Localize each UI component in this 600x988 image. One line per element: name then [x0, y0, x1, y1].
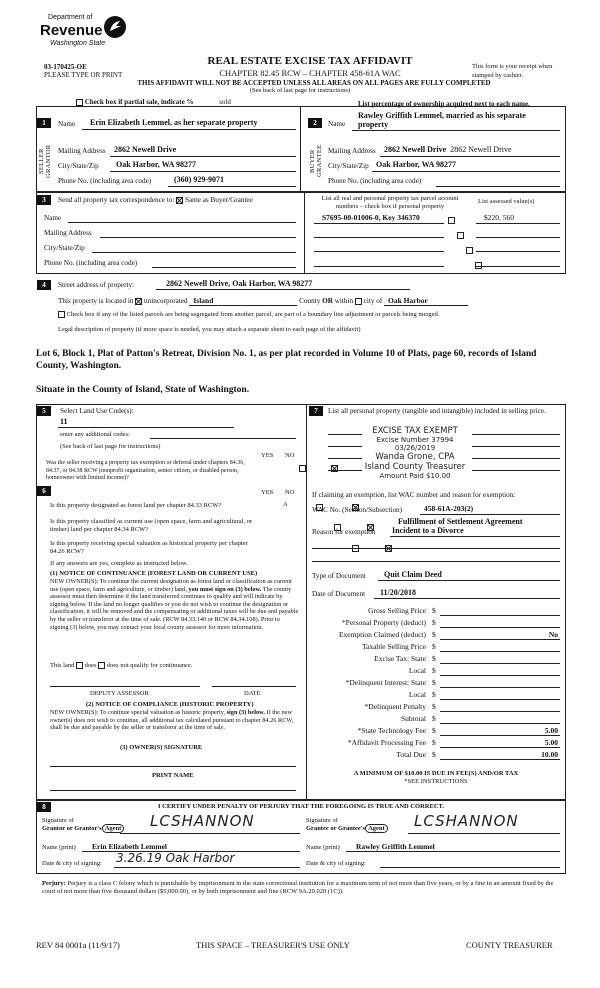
assessed-line-4	[476, 266, 560, 267]
tax-row	[312, 690, 562, 702]
sec5-yes-checkbox[interactable]	[299, 465, 306, 472]
reason-line-1: Fulfillment of Settlement Agreement	[398, 517, 523, 526]
reason-label: Reason for exemption	[312, 528, 376, 536]
tax-row-dollar: $	[432, 630, 436, 639]
sec5-no: NO	[285, 452, 295, 459]
tax-row	[312, 618, 562, 630]
tax-row-value: No	[440, 630, 560, 640]
tax-row	[312, 738, 562, 750]
sec3-city-label: City/State/Zip	[44, 244, 85, 252]
unincorporated-checkbox[interactable]	[135, 298, 142, 305]
owner-signature-label: (3) OWNER(S) SIGNATURE	[120, 744, 203, 751]
chapter-line: CHAPTER 82.45 RCW – CHAPTER 458-61A WAC	[219, 68, 401, 78]
tax-row-value	[440, 666, 560, 676]
tax-row-label: Excise Tax: State	[374, 654, 426, 663]
buyer-name-line1: Rawley Griffith Lemmel, married as his separate	[358, 111, 526, 120]
tax-row-dollar: $	[432, 714, 436, 723]
land-use-code: 11	[58, 417, 234, 428]
tax-row-dollar: $	[432, 678, 436, 687]
partial-sale-label: Check box if partial sale, indicate %	[84, 98, 194, 106]
stamp-line-1: EXCISE TAX EXEMPT	[372, 426, 458, 436]
tax-row	[312, 702, 562, 714]
sec3-phone-label: Phone No. (including area code)	[44, 259, 138, 267]
sec3-name-line	[68, 222, 296, 223]
grantee-date-field[interactable]	[380, 855, 560, 868]
street-label: Street address of property:	[58, 281, 135, 289]
seller-name-value: Erin Elizabeth Lemmel, as her separate property	[82, 118, 296, 130]
sec5-question: Was the seller receiving a property tax exemption or deferral under chapters 84.36, 84.37, or 84.38 RCW (nonprofit organization, senior citizen, or disabled person, homeowner with limited income)?	[46, 460, 245, 481]
tax-row-value	[440, 642, 560, 652]
footer-treasurer: COUNTY TREASURER	[466, 940, 553, 950]
sec6-q1-mark: A	[283, 501, 288, 508]
city-of-label: city of	[363, 297, 383, 305]
reason-line-2: Incident to a Divorce	[390, 526, 560, 537]
parcel-2-checkbox[interactable]	[457, 232, 464, 239]
additional-codes-label: enter any additional codes:	[60, 431, 130, 438]
parcel-line-2	[314, 237, 444, 238]
print-name-line	[50, 790, 296, 791]
buyer-address-second: 2862 Newell Drive	[450, 145, 512, 154]
assessed-header: List assessed value(s)	[478, 198, 535, 205]
city-checkbox[interactable]	[355, 298, 362, 305]
seller-phone-label: Phone No. (including area code)	[58, 177, 152, 185]
stamp-line-3: 03/26/2019	[394, 444, 436, 452]
doc-date-label: Date of Document	[312, 590, 366, 598]
grantor-sig-line1: Signature of	[42, 817, 74, 824]
parcel-number-1: S7695-00-01006-0, Key 346370	[314, 213, 444, 224]
tax-row-dollar: $	[432, 606, 436, 615]
logo-revenue: Revenue	[40, 22, 103, 39]
section-1-number: 1	[37, 118, 51, 128]
see-back-5: (See back of last page for instructions)	[60, 443, 161, 450]
within-label: within	[334, 297, 354, 305]
sec3-name-label: Name	[44, 214, 62, 222]
reason-extra-line-2	[312, 561, 560, 562]
logo-emblem-icon	[102, 14, 128, 40]
does-not-label: does not qualify for continuance.	[106, 662, 193, 669]
buyer-address-typed: 2862 Newell Drive	[384, 145, 447, 154]
parcel-header: List all real and personal property tax parcel account numbers – check box if personal property	[321, 195, 459, 210]
or-label: OR	[322, 297, 333, 305]
grantee-sig-line2	[306, 825, 388, 833]
parcel-line-3	[314, 251, 444, 252]
tax-row-label: *Affidavit Processing Fee	[347, 738, 426, 747]
section-2-number: 2	[308, 118, 322, 128]
additional-codes-line	[150, 438, 296, 439]
section-6-number: 6	[37, 486, 51, 496]
tax-row	[312, 606, 562, 618]
ownership-note: List percentage of ownership acquired next to each name.	[358, 100, 530, 108]
wac-value: 458-61A-203(2)	[420, 504, 560, 515]
notice1-b: you must sign on (3) below.	[188, 585, 262, 593]
doc-type-value: Quit Claim Deed	[378, 570, 560, 581]
tax-row-dollar: $	[432, 726, 436, 735]
tax-table	[312, 606, 562, 764]
buyer-name-line2: property	[352, 120, 560, 131]
sec5-yes: YES	[261, 452, 274, 459]
receipt-note: This form is your receipt when stamped by cashier.	[472, 63, 553, 79]
section-7-number: 7	[309, 406, 323, 416]
stamp-line-4: Wanda Grone, CPA	[375, 452, 455, 462]
reason-extra-line-1	[312, 548, 560, 549]
grantee-sig-text: Grantee or Grantee's	[306, 825, 366, 832]
sec3-mail-line	[100, 237, 296, 238]
see-instructions: *SEE INSTRUCTIONS	[404, 778, 468, 785]
buyer-phone-line	[436, 175, 560, 187]
sec6-q1: Is this property designated as forest land per chapter 84.33 RCW?	[50, 502, 222, 509]
stamp-line-6: Amount Paid $10.00	[379, 472, 451, 480]
does-not-checkbox[interactable]	[98, 662, 105, 669]
segregated-checkbox[interactable]	[58, 311, 65, 318]
tax-row-value	[440, 690, 560, 700]
parcel-line-4	[314, 266, 444, 267]
tax-row	[312, 654, 562, 666]
footer-rev: REV 84 0001a (11/9/17)	[36, 940, 120, 950]
tax-row-value	[440, 654, 560, 664]
tax-row-label: Taxable Selling Price	[361, 642, 426, 651]
grantor-sig-text: Grantor or Grantor's	[42, 825, 102, 832]
city-value: Oak Harbor	[384, 296, 468, 306]
buyer-address-value	[380, 145, 560, 157]
grantor-signature-field[interactable]	[120, 814, 300, 834]
notice1-text	[50, 578, 300, 631]
perjury-bold: Perjury:	[42, 880, 66, 887]
minimum-note: A MINIMUM OF $10.00 IS DUE IN FEE(S) AND/OR TAX	[353, 770, 519, 777]
tax-row-dollar: $	[432, 690, 436, 699]
buyer-city-value: Oak Harbor, WA 98277	[372, 160, 560, 172]
sec3-city-line	[92, 252, 296, 253]
sec6-no: NO	[285, 489, 295, 496]
sec6-q3: Is this property receiving special valuation as historical property per chapter 84.26 RCW?	[50, 540, 248, 555]
grantee-agent-circled: Agent	[365, 824, 388, 833]
tax-row-value	[440, 606, 560, 616]
buyer-side-label: BUYER GRANTEE	[309, 144, 323, 178]
buyer-name-label: Name	[328, 120, 346, 128]
tax-row-dollar: $	[432, 618, 436, 627]
tax-row-label: *State Technology Fee	[357, 726, 426, 735]
grantee-signature-field[interactable]	[408, 814, 560, 834]
tax-row-value	[440, 714, 560, 724]
grantor-date-field[interactable]	[114, 851, 300, 868]
tax-row-value	[440, 678, 560, 688]
grantee-sig-line1: Signature of	[306, 817, 338, 824]
date-line	[212, 686, 296, 687]
sec6-q2: Is this property classified as current use (open space, farm and agricultural, or timber) land per chapter 84.34 RCW?	[50, 518, 253, 533]
same-as-buyer-label: Same as Buyer/Grantee	[184, 196, 253, 204]
seller-city-label: City/State/Zip	[58, 162, 99, 170]
tax-row-label: Local	[408, 690, 426, 699]
sec3-mail-label: Mailing Address	[44, 229, 92, 237]
grantor-date-hw: 3.26.19 Oak Harbor	[116, 851, 235, 865]
buyer-phone-label: Phone No. (including area code)	[328, 177, 422, 185]
parcel-3-checkbox[interactable]	[466, 247, 473, 254]
footer-space: THIS SPACE – TREASURER'S USE ONLY	[196, 940, 350, 950]
tax-row-dollar: $	[432, 642, 436, 651]
send-label: Send all property tax correspondence to:	[58, 196, 175, 204]
county-value: Island	[189, 296, 297, 306]
tax-row-value: 5.00	[440, 738, 560, 748]
notice1-a: NEW OWNER(S): To continue the current designation as forest land or classification as current use (open space, farm and agriculture, or timber) land,	[50, 578, 292, 593]
logo-dept-line: Department of	[48, 14, 93, 21]
legal-description: Lot 6, Block 1, Plat of Patton's Retreat, Division No. 1, as per plat recorded in Volume 10 of Plats, page 60, records of Island County, Washington.	[36, 349, 537, 371]
buyer-address-label: Mailing Address	[328, 147, 376, 155]
wac-label: WAC No. (Section/Subsection)	[312, 506, 403, 514]
tax-row-label: Local	[408, 666, 426, 675]
owner-signature-line	[50, 766, 296, 767]
notice1-c: The county assessor must then determine if the land transferred continues to qualify and will indicate by signing below. If the land no longer qualifies or you do not wish to continue the designation or classification, it will be removed and the compensating or additional taxes will be due and payable by the seller or transferor at the time of sale. (RCW 84.33.140 or RCW 84.34.108). Prior to signing (3) below, you may contact your local county assessor for more information.	[50, 585, 299, 631]
tax-row-dollar: $	[432, 702, 436, 711]
perjury-text: Perjury is a class C felony which is punishable by imprisonment in the state correctional institution for a maximum term of not more than five years, or by a fine in an amount fixed by the court of not more than five thousand dollars ($5,000.00), or by both imprisonment and fine (RCW 9A.20.020 (1C)).	[42, 880, 554, 895]
tax-row-dollar: $	[432, 666, 436, 675]
exempt-stamp	[360, 426, 470, 480]
tax-row	[312, 666, 562, 678]
tax-row	[312, 642, 562, 654]
tax-row-label: Exemption Claimed (deduct)	[338, 630, 426, 639]
grantee-name-value: Rawley Griffith Lemmel	[346, 842, 560, 852]
seller-address-value: 2862 Newell Drive	[110, 145, 296, 157]
not-accepted-line: THIS AFFIDAVIT WILL NOT BE ACCEPTED UNLESS ALL AREAS ON ALL PAGES ARE FULLY COMPLETED	[137, 79, 491, 87]
county-label: County	[299, 297, 321, 305]
send-correspondence	[58, 196, 253, 204]
tax-row-label: *Personal Property (deduct)	[341, 618, 426, 627]
grantee-signature-hw: LCSHANNON	[414, 812, 519, 830]
grantor-sig-line2	[42, 825, 124, 833]
sec6-yes: YES	[261, 489, 274, 496]
tax-row	[312, 678, 562, 690]
does-checkbox[interactable]	[76, 662, 83, 669]
tax-row-label: Gross Selling Price	[368, 606, 426, 615]
date-label: DATE	[244, 690, 261, 697]
see-back-line: (See back of last page for instructions)	[249, 87, 351, 94]
grantee-date-label: Date & city of signing:	[306, 860, 366, 867]
sec3-phone-line	[152, 267, 296, 268]
doc-type-label: Type of Document	[312, 572, 366, 580]
grantor-date-label: Date & city of signing:	[42, 860, 102, 867]
segregated-label: Check box if any of the listed parcels are being segregated from another parcel, are part of a boundary line adjustment or parcels being merged.	[66, 311, 440, 318]
deputy-line	[50, 686, 200, 687]
land-use-label: Select Land Use Code(s):	[60, 407, 134, 415]
any-yes-line: If any answers are yes, complete as instructed below.	[50, 560, 188, 567]
property-location	[58, 296, 558, 306]
print-name-label: PRINT NAME	[152, 772, 194, 779]
doc-date-value: 11/20/2018	[374, 588, 560, 599]
seller-name-label: Name	[58, 120, 76, 128]
partial-sale-row	[76, 98, 231, 106]
seller-address-label: Mailing Address	[58, 147, 106, 155]
tax-row	[312, 750, 562, 762]
street-value: 2862 Newell Drive, Oak Harbor, WA 98277	[156, 279, 410, 290]
tax-row	[312, 714, 562, 726]
same-as-buyer-checkbox[interactable]	[176, 197, 183, 204]
seller-side-label: SELLER GRANTOR	[38, 144, 52, 178]
stamp-line-2: Excise Number 37994	[376, 436, 454, 444]
this-land-label: This land	[50, 662, 75, 669]
notice2-a: NEW OWNER(S): To continue special valuation as historic property,	[50, 709, 226, 716]
tax-row-value	[440, 702, 560, 712]
continuance-row	[50, 662, 193, 669]
tax-row-label: Total Due	[396, 750, 426, 759]
seller-phone-value: (360) 929-9071	[168, 175, 296, 187]
grantor-agent-circled: Agent	[102, 824, 125, 833]
assessed-line-2	[476, 237, 560, 238]
assessed-value-1: $220, 560	[476, 213, 560, 224]
notice1-title: (1) NOTICE OF CONTINUANCE (FOREST LAND OR CURRENT USE)	[50, 570, 258, 577]
tax-row	[312, 630, 562, 642]
unincorporated-label: unincorporated	[144, 297, 188, 305]
section-8-number: 8	[37, 802, 51, 812]
form-title: REAL ESTATE EXCISE TAX AFFIDAVIT	[207, 55, 413, 67]
stamp-line-5: Island County Treasurer	[364, 462, 466, 472]
notice2-title: (2) NOTICE OF COMPLIANCE (HISTORIC PROPERTY)	[86, 701, 254, 708]
located-label: This property is located in	[58, 297, 134, 305]
segregated-row	[58, 311, 439, 318]
tax-row	[312, 726, 562, 738]
tax-row-dollar: $	[432, 654, 436, 663]
tax-row-value	[440, 618, 560, 628]
tax-row-label: *Delinquent Interest: State	[345, 678, 426, 687]
section-3-number: 3	[37, 195, 51, 205]
does-label: does	[84, 662, 97, 669]
perjury-note	[42, 880, 562, 896]
certify-line: I CERTIFY UNDER PENALTY OF PERJURY THAT THE FOREGOING IS TRUE AND CORRECT.	[157, 803, 444, 810]
tax-row-value: 5.00	[440, 726, 560, 736]
buyer-city-label: City/State/Zip	[328, 162, 369, 170]
notice2-text	[50, 709, 300, 732]
tax-row-label: Subtotal	[400, 714, 426, 723]
seller-city-value: Oak Harbor, WA 98277	[110, 160, 296, 172]
logo-state: Washington State	[50, 40, 106, 47]
personal-property-label: List all personal property (tangible and intangible) included in selling price.	[328, 407, 546, 415]
parcel-1-checkbox[interactable]	[448, 217, 455, 224]
section-4-number: 4	[37, 280, 51, 290]
notice2-b: sign (3) below.	[226, 709, 265, 716]
form-code: 03-170425-OE	[44, 63, 87, 71]
grantor-name-label: Name (print)	[42, 844, 76, 851]
notice2-c: If the new owner(s) does not wish to continue, all additional tax calculated pursuant to chapter 84.26 RCW, shall be due and payable by the seller or transferor at the time of sale.	[50, 709, 294, 732]
tax-row-dollar: $	[432, 750, 436, 759]
legal-label: Legal description of property (if more space is needed, you may attach a separate sheet to each page of the affidavit)	[58, 326, 361, 333]
partial-sale-sold: sold	[219, 98, 231, 106]
assessed-line-3	[476, 251, 560, 252]
grantee-sig-label	[306, 817, 388, 833]
deputy-label: DEPUTY ASSESSOR	[90, 690, 149, 697]
dor-logo	[42, 12, 134, 58]
grantor-signature-hw: LCSHANNON	[150, 812, 255, 830]
grantor-sig-label	[42, 817, 124, 833]
situate-line: Situate in the County of Island, State of Washington.	[36, 385, 250, 395]
tax-row-value: 10.00	[440, 750, 560, 760]
grantee-name-label: Name (print)	[306, 844, 340, 851]
tax-row-label: *Delinquent Penalty	[364, 702, 426, 711]
please-type: PLEASE TYPE OR PRINT	[44, 71, 123, 79]
partial-sale-checkbox[interactable]	[76, 99, 83, 106]
grantor-name-value: Erin Elizabeth Lemmel	[82, 842, 300, 852]
tax-row-dollar: $	[432, 738, 436, 747]
claim-label: If claiming an exemption, list WAC number and reason for exemption:	[312, 491, 516, 499]
section-5-number: 5	[37, 406, 51, 416]
